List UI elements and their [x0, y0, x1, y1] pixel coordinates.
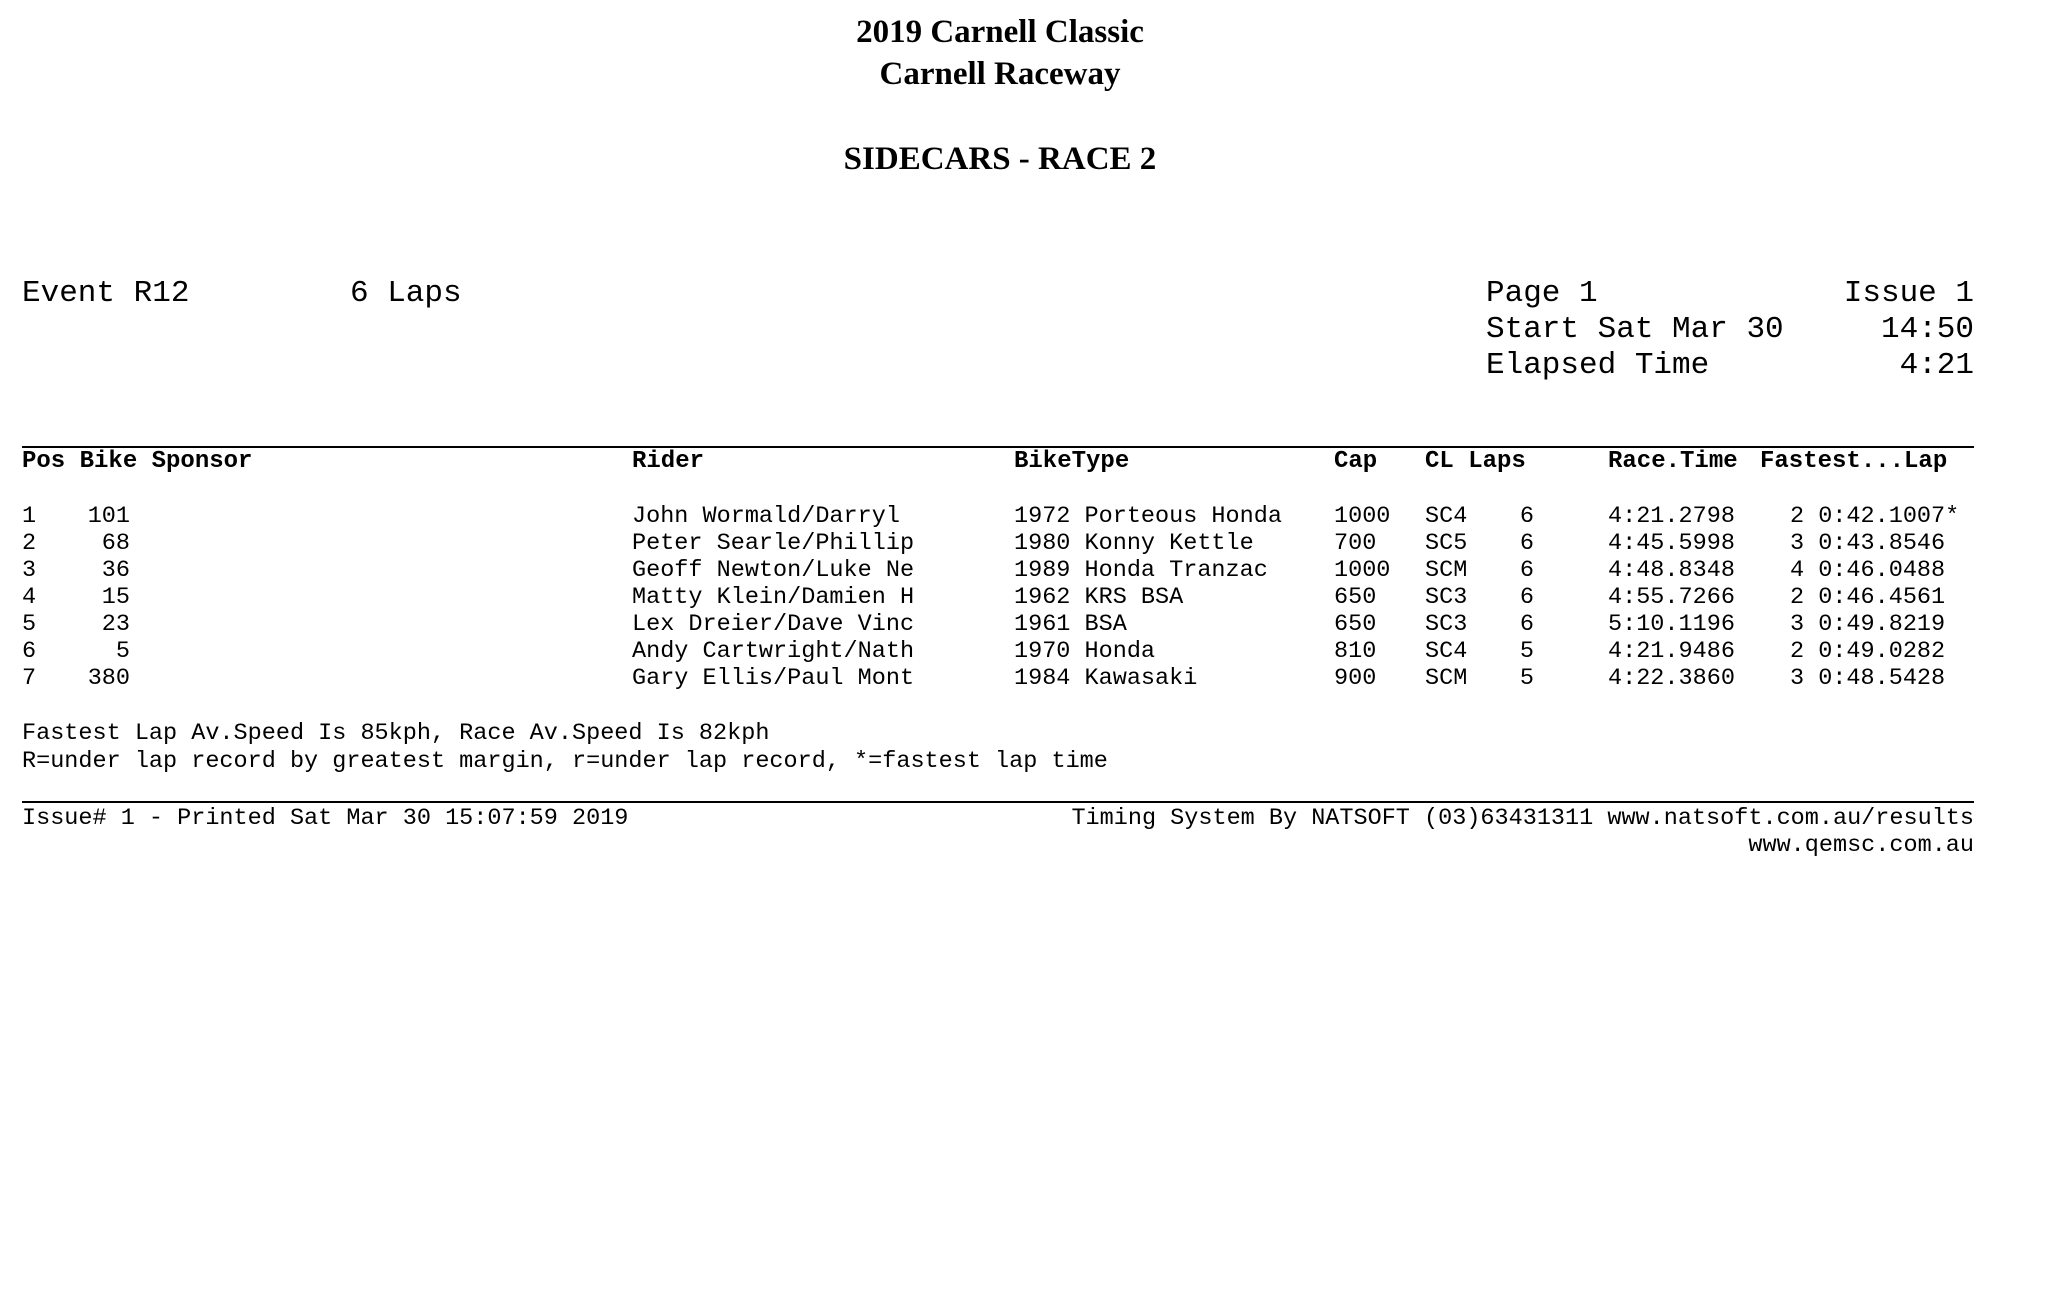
elapsed-label: Elapsed Time — [1486, 348, 1710, 383]
legend-note: R=under lap record by greatest margin, r=under lap record, *=fastest lap time — [22, 748, 1108, 775]
event-title: 2019 Carnell Classic — [856, 14, 1144, 50]
table-row — [0, 557, 2000, 584]
start-time: 14:50 — [1880, 312, 1974, 347]
cell-race-time: 4:48.8348 — [1608, 557, 1735, 584]
cell-cap: 1000 — [1334, 557, 1391, 584]
cell-fastest-lap: 3 0:43.8546 — [1790, 530, 1946, 557]
cell-biketype: 1961 BSA — [1014, 611, 1127, 638]
cell-biketype: 1989 Honda Tranzac — [1014, 557, 1268, 584]
cell-laps: 6 — [1519, 557, 1534, 584]
cell-race-time: 4:21.9486 — [1608, 638, 1735, 665]
cell-rider: Peter Searle/Phillip — [632, 530, 915, 557]
cell-bike: 380 — [87, 665, 130, 692]
cell-rider: Lex Dreier/Dave Vinc — [632, 611, 915, 638]
cell-cap: 900 — [1334, 665, 1377, 692]
footer-rule — [22, 801, 1974, 803]
header-racetime: Race.Time — [1608, 448, 1738, 475]
cell-fastest-lap: 2 0:49.0282 — [1790, 638, 1946, 665]
cell-fastest-lap: 2 0:46.4561 — [1790, 584, 1946, 611]
cell-pos: 3 — [22, 557, 37, 584]
cell-biketype: 1962 KRS BSA — [1014, 584, 1184, 611]
cell-rider: Geoff Newton/Luke Ne — [632, 557, 915, 584]
table-row — [0, 584, 2000, 611]
cell-laps: 5 — [1519, 665, 1534, 692]
cell-cap: 810 — [1334, 638, 1377, 665]
issue-label: Issue 1 — [1843, 276, 1974, 311]
cell-rider: Andy Cartwright/Nath — [632, 638, 915, 665]
timing-system-info: Timing System By NATSOFT (03)63431311 www.natsoft.com.au/results — [1071, 805, 1974, 832]
cell-cl: SC3 — [1425, 611, 1468, 638]
header-pos-bike-sponsor: Pos Bike Sponsor — [22, 448, 253, 475]
cell-pos: 7 — [22, 665, 37, 692]
cell-biketype: 1984 Kawasaki — [1014, 665, 1198, 692]
printed-info: Issue# 1 - Printed Sat Mar 30 15:07:59 2019 — [22, 805, 629, 832]
cell-laps: 6 — [1519, 530, 1534, 557]
cell-fastest-lap: 4 0:46.0488 — [1790, 557, 1946, 584]
cell-pos: 4 — [22, 584, 37, 611]
cell-laps: 5 — [1519, 638, 1534, 665]
cell-fastest-lap: 3 0:48.5428 — [1790, 665, 1946, 692]
cell-cl: SC3 — [1425, 584, 1468, 611]
table-row — [0, 530, 2000, 557]
table-row — [0, 638, 2000, 665]
cell-race-time: 4:55.7266 — [1608, 584, 1735, 611]
header-biketype: BikeType — [1014, 448, 1130, 475]
cell-bike: 5 — [115, 638, 130, 665]
cell-biketype: 1980 Konny Kettle — [1014, 530, 1254, 557]
cell-bike: 36 — [101, 557, 130, 584]
cell-rider: Matty Klein/Damien H — [632, 584, 915, 611]
cell-biketype: 1972 Porteous Honda — [1014, 503, 1282, 530]
start-label: Start Sat Mar 30 — [1486, 312, 1784, 347]
cell-cl: SCM — [1425, 665, 1468, 692]
cell-cl: SC4 — [1425, 638, 1468, 665]
cell-race-time: 4:45.5998 — [1608, 530, 1735, 557]
page-label: Page 1 — [1486, 276, 1598, 311]
cell-race-time: 4:22.3860 — [1608, 665, 1735, 692]
cell-bike: 23 — [101, 611, 130, 638]
table-row — [0, 503, 2000, 530]
header-fastest-lap: Fastest...Lap — [1760, 448, 1948, 475]
cell-bike: 68 — [101, 530, 130, 557]
cell-biketype: 1970 Honda — [1014, 638, 1156, 665]
venue-title: Carnell Raceway — [879, 56, 1121, 92]
website-info: www.qemsc.com.au — [1748, 832, 1974, 859]
race-title: SIDECARS - RACE 2 — [843, 141, 1157, 177]
table-row — [0, 665, 2000, 692]
cell-pos: 6 — [22, 638, 37, 665]
cell-bike: 15 — [101, 584, 130, 611]
cell-rider: Gary Ellis/Paul Mont — [632, 665, 915, 692]
cell-pos: 1 — [22, 503, 37, 530]
elapsed-value: 4:21 — [1899, 348, 1974, 383]
table-row — [0, 611, 2000, 638]
cell-cap: 700 — [1334, 530, 1377, 557]
cell-cap: 650 — [1334, 584, 1377, 611]
header-cap: Cap — [1334, 448, 1378, 475]
cell-cap: 650 — [1334, 611, 1377, 638]
cell-race-time: 4:21.2798 — [1608, 503, 1735, 530]
header-cl-laps: CL Laps — [1425, 448, 1526, 475]
event-label: Event R12 — [22, 276, 190, 311]
speed-note: Fastest Lap Av.Speed Is 85kph, Race Av.Speed Is 82kph — [22, 720, 770, 747]
cell-laps: 6 — [1519, 611, 1534, 638]
cell-rider: John Wormald/Darryl — [632, 503, 900, 530]
laps-label: 6 Laps — [350, 276, 462, 311]
cell-laps: 6 — [1519, 503, 1534, 530]
cell-race-time: 5:10.1196 — [1608, 611, 1735, 638]
cell-pos: 2 — [22, 530, 37, 557]
cell-laps: 6 — [1519, 584, 1534, 611]
cell-fastest-lap: 3 0:49.8219 — [1790, 611, 1946, 638]
cell-pos: 5 — [22, 611, 37, 638]
cell-cl: SC4 — [1425, 503, 1468, 530]
cell-cap: 1000 — [1334, 503, 1391, 530]
cell-bike: 101 — [87, 503, 130, 530]
cell-fastest-lap: 2 0:42.1007* — [1790, 503, 1960, 530]
header-rider: Rider — [632, 448, 705, 475]
cell-cl: SCM — [1425, 557, 1468, 584]
cell-cl: SC5 — [1425, 530, 1468, 557]
